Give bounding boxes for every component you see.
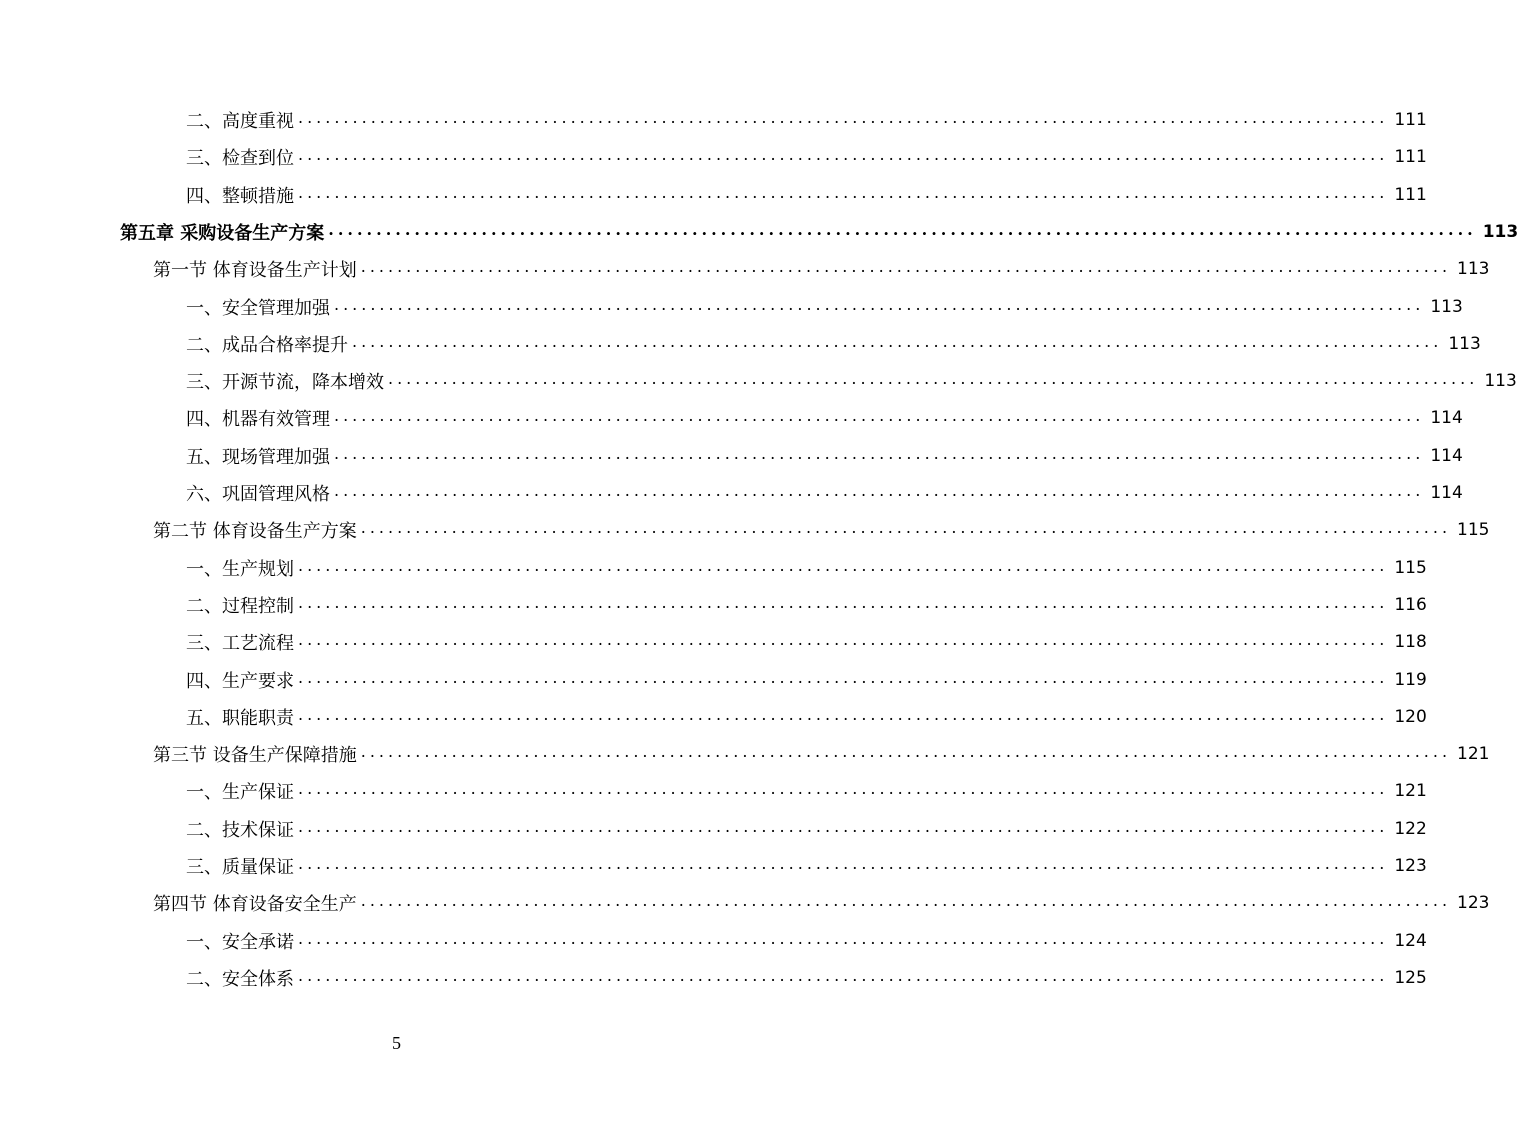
toc-item[interactable] (186, 549, 1427, 586)
toc-item[interactable] (186, 623, 1427, 660)
toc-entry-page: 123 (1457, 892, 1490, 913)
toc-entry-page: 113 (1482, 221, 1518, 242)
toc-entry-page: 113 (1484, 370, 1517, 391)
toc-entry-title: 一、生产保证 (186, 781, 294, 803)
toc-entry-title: 六、巩固管理风格 (186, 483, 330, 505)
toc-entry-title: 五、职能职责 (186, 707, 294, 729)
toc-entry-title: 三、质量保证 (186, 856, 294, 878)
dot-leader: ........................................................................................................................ (334, 405, 1425, 425)
dot-leader: ........................................................................................................................ (334, 443, 1425, 463)
toc-entry-page: 119 (1394, 669, 1427, 690)
toc-item[interactable] (186, 474, 1463, 511)
toc-entry-title: 一、生产规划 (186, 558, 294, 580)
toc-item[interactable] (186, 922, 1427, 959)
toc-chapter[interactable] (120, 213, 1518, 250)
toc-entry-page: 111 (1394, 109, 1427, 130)
toc-entry-title: 三、开源节流，降本增效 (186, 371, 384, 393)
dot-leader: ........................................................................................................................ (298, 778, 1389, 798)
dot-leader: ........................................................................................................................ (298, 144, 1389, 164)
toc-entry-title: 第二节 体育设备生产方案 (153, 520, 357, 542)
toc-item[interactable] (186, 362, 1517, 399)
toc-entry-title: 二、高度重视 (186, 110, 294, 132)
toc-entry-page: 111 (1394, 184, 1427, 205)
dot-leader: ........................................................................................................................ (334, 294, 1425, 314)
toc-item[interactable] (186, 101, 1427, 138)
toc-entry-title: 二、成品合格率提升 (186, 334, 348, 356)
toc-entry-page: 121 (1457, 743, 1490, 764)
toc-entry-title: 四、生产要求 (186, 670, 294, 692)
dot-leader: ........................................................................................................................ (298, 816, 1389, 836)
toc-entry-title: 四、机器有效管理 (186, 408, 330, 430)
toc-entry-page: 114 (1430, 407, 1463, 428)
toc-entry-title: 三、工艺流程 (186, 632, 294, 654)
toc-item[interactable] (186, 176, 1427, 213)
toc-section[interactable] (153, 884, 1490, 921)
dot-leader: ........................................................................................................................ (298, 667, 1389, 687)
toc-item[interactable] (186, 325, 1481, 362)
toc-entry-page: 116 (1394, 594, 1427, 615)
dot-leader: ........................................................................................................................ (298, 555, 1389, 575)
toc-entry-title: 五、现场管理加强 (186, 446, 330, 468)
toc-item[interactable] (186, 288, 1463, 325)
toc-item[interactable] (186, 772, 1427, 809)
toc-item[interactable] (186, 661, 1427, 698)
dot-leader: ........................................................................................................................ (298, 107, 1389, 127)
toc-item[interactable] (186, 138, 1427, 175)
dot-leader: ........................................................................................................................ (298, 704, 1389, 724)
dot-leader: ........................................................................................................................ (298, 629, 1389, 649)
toc-item[interactable] (186, 959, 1427, 996)
page-number: 5 (392, 1033, 401, 1053)
dot-leader: ........................................................................................................................ (298, 592, 1389, 612)
dot-leader: ........................................................................................................................ (388, 368, 1479, 388)
toc-entry-page: 114 (1430, 445, 1463, 466)
toc-entry-page: 113 (1448, 333, 1481, 354)
toc-entry-page: 120 (1394, 706, 1427, 727)
dot-leader: ........................................................................................................................ (328, 219, 1477, 239)
toc-entry-title: 一、安全承诺 (186, 931, 294, 953)
dot-leader: ........................................................................................................................ (360, 517, 1452, 537)
toc-item[interactable] (186, 399, 1463, 436)
toc-entry-title: 第三节 设备生产保障措施 (153, 744, 357, 766)
toc-item[interactable] (186, 810, 1427, 847)
dot-leader: ........................................................................................................................ (298, 182, 1389, 202)
dot-leader: ........................................................................................................................ (352, 331, 1443, 351)
toc-entry-page: 121 (1394, 780, 1427, 801)
toc-item[interactable] (186, 437, 1463, 474)
toc-entry-page: 122 (1394, 818, 1427, 839)
dot-leader: ........................................................................................................................ (298, 928, 1389, 948)
dot-leader: ........................................................................................................................ (334, 480, 1425, 500)
toc-item[interactable] (186, 847, 1427, 884)
toc-entry-title: 二、安全体系 (186, 968, 294, 990)
dot-leader: ........................................................................................................................ (298, 853, 1389, 873)
toc-entry-page: 115 (1457, 519, 1490, 540)
dot-leader: ........................................................................................................................ (360, 741, 1452, 761)
toc-entry-title: 二、过程控制 (186, 595, 294, 617)
dot-leader: ........................................................................................................................ (360, 890, 1452, 910)
toc-entry-title: 四、整顿措施 (186, 185, 294, 207)
toc-entry-page: 125 (1394, 967, 1427, 988)
toc-entry-title: 第一节 体育设备生产计划 (153, 259, 357, 281)
toc-item[interactable] (186, 698, 1427, 735)
toc-section[interactable] (153, 511, 1490, 548)
toc-entry-page: 124 (1394, 930, 1427, 951)
toc-section[interactable] (153, 250, 1490, 287)
toc-section[interactable] (153, 735, 1490, 772)
toc-entry-title: 二、技术保证 (186, 819, 294, 841)
toc-entry-title: 第四节 体育设备安全生产 (153, 893, 357, 915)
toc-entry-title: 三、检查到位 (186, 147, 294, 169)
toc-entry-title: 第五章 采购设备生产方案 (120, 222, 325, 244)
toc-entry-page: 123 (1394, 855, 1427, 876)
dot-leader: ........................................................................................................................ (360, 256, 1452, 276)
toc-entry-page: 118 (1394, 631, 1427, 652)
toc-entry-page: 111 (1394, 146, 1427, 167)
toc-entry-page: 115 (1394, 557, 1427, 578)
toc-item[interactable] (186, 586, 1427, 623)
toc-entry-page: 113 (1430, 296, 1463, 317)
toc-entry-page: 114 (1430, 482, 1463, 503)
dot-leader: ........................................................................................................................ (298, 965, 1389, 985)
toc-entry-page: 113 (1457, 258, 1490, 279)
toc-entry-title: 一、安全管理加强 (186, 297, 330, 319)
